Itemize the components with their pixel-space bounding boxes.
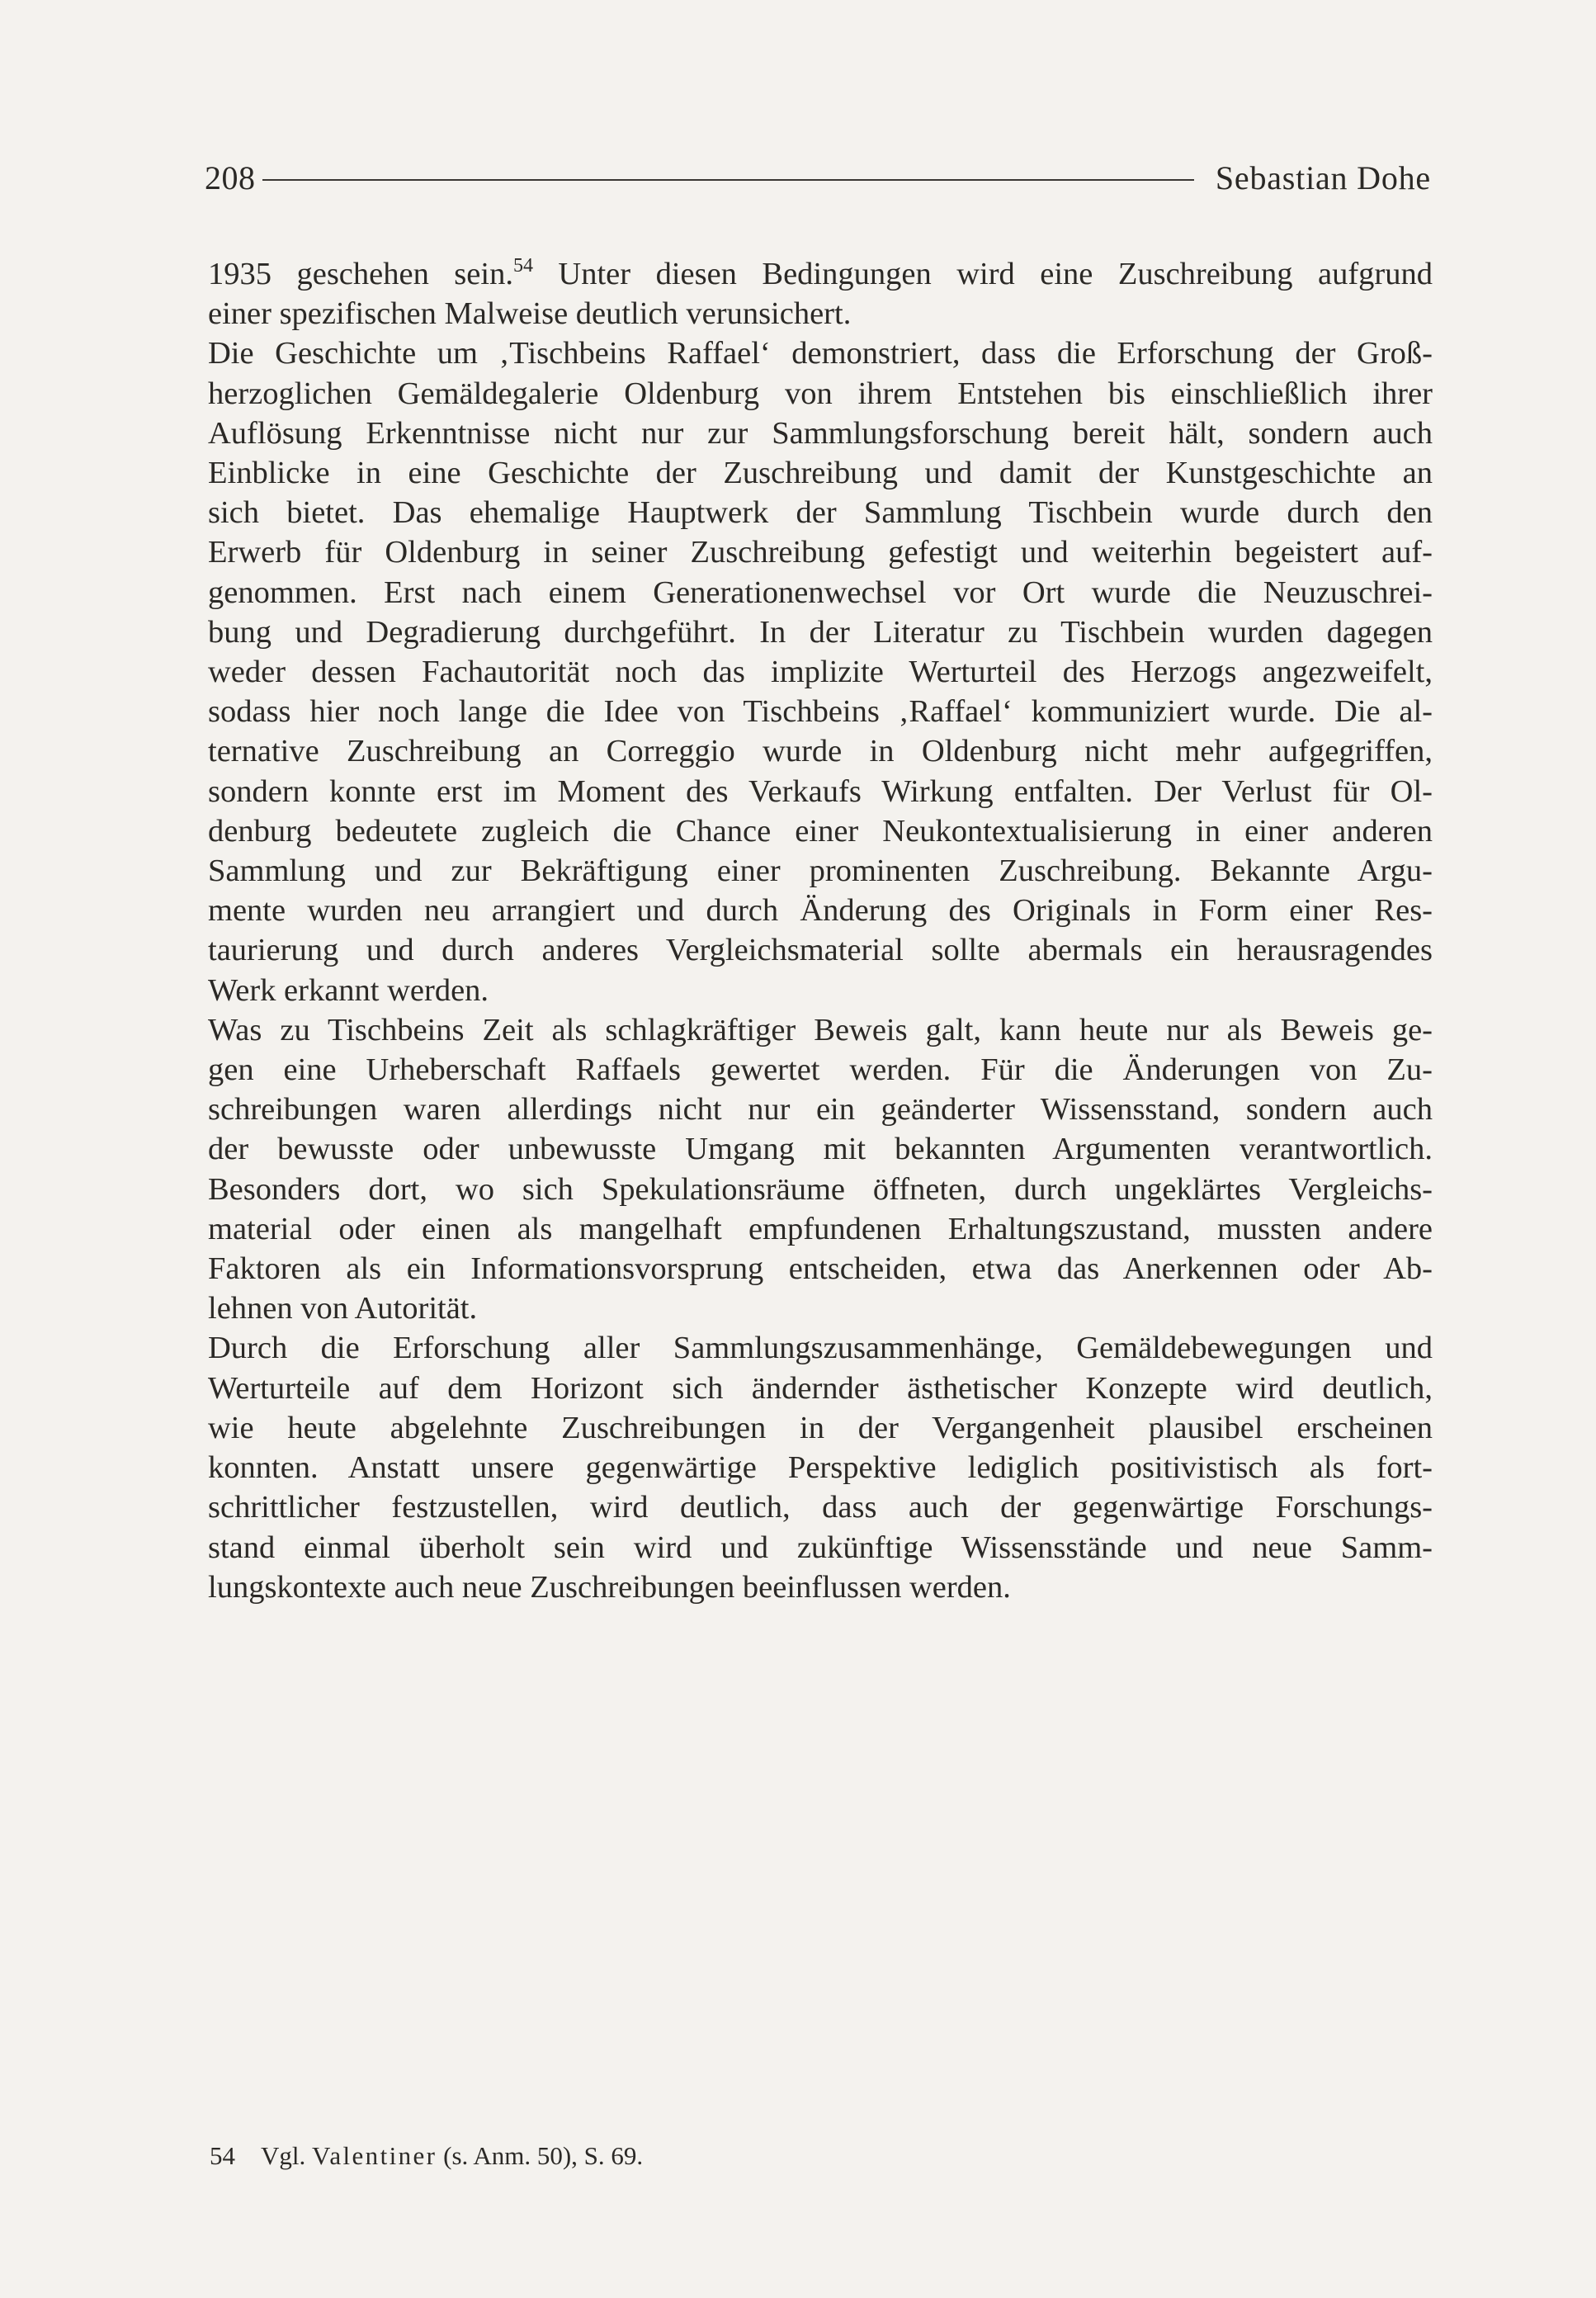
running-head xyxy=(205,154,1431,203)
text-line: Besonders dort, wo sich Spekulationsräume öffneten, durch ungeklärtes Vergleichs- xyxy=(208,1171,1433,1207)
text-line: Durch die Erforschung aller Sammlungszusammenhänge, Gemäldebewegungen und xyxy=(208,1331,1433,1366)
text-line: lungskontexte auch neue Zuschreibungen beeinflussen werden. xyxy=(208,1569,1011,1605)
text-line: einer spezifischen Malweise deutlich verunsichert. xyxy=(208,296,852,332)
text-line: mente wurden neu arrangiert und durch Änderung des Originals in Form einer Res- xyxy=(208,893,1433,929)
text-line: Werturteile auf dem Horizont sich ändernder ästhetischer Konzepte wird deutlich, xyxy=(208,1370,1433,1406)
text-line: taurierung und durch anderes Vergleichsmaterial sollte abermals ein herausragendes xyxy=(208,933,1433,968)
text-line: gen eine Urheberschaft Raffaels gewertet werden. Für die Änderungen von Zu- xyxy=(208,1052,1433,1088)
text-line: Werk erkannt werden. xyxy=(208,972,489,1008)
text-line: sondern konnte erst im Moment des Verkaufs Wirkung entfalten. Der Verlust für Ol- xyxy=(208,773,1433,809)
text-line: 1935 geschehen sein.$^{54}$ Unter diesen Bedingungen wird eine Zuschreibung aufgrund xyxy=(208,255,1433,291)
text-line: der bewusste oder unbewusste Umgang mit bekannten Argumenten verantwortlich. xyxy=(208,1132,1433,1167)
footnote-text-pre: Vgl. xyxy=(261,2141,312,2170)
text-line: sodass hier noch lange die Idee von Tischbeins ‚Raffael‘ kommuniziert wurde. Die al- xyxy=(208,694,1433,730)
text-line: Die Geschichte um ‚Tischbeins Raffael‘ demonstriert, dass die Erforschung der Groß- xyxy=(208,336,1433,371)
footnote-author: Valentiner xyxy=(312,2141,437,2170)
footnote-number: 54 xyxy=(210,2141,235,2170)
text-line: ternative Zuschreibung an Correggio wurde in Oldenburg nicht mehr aufgegriffen, xyxy=(208,734,1433,769)
footnote-text-post: (s. Anm. 50), S. 69. xyxy=(437,2141,644,2170)
text-line: bung und Degradierung durchgeführt. In der Literatur zu Tischbein wurden dagegen xyxy=(208,614,1433,650)
footnote xyxy=(210,2140,1431,2173)
body-text xyxy=(208,254,1433,1607)
text-line: wie heute abgelehnte Zuschreibungen in der Vergangenheit plausibel erscheinen xyxy=(208,1410,1433,1445)
text-line: Sammlung und zur Bekräftigung einer prominenten Zuschreibung. Bekannte Argu- xyxy=(208,853,1433,889)
text-line: Erwerb für Oldenburg in seiner Zuschreibung gefestigt und weiterhin begeistert auf- xyxy=(208,535,1433,570)
text-line: lehnen von Autorität. xyxy=(208,1291,478,1326)
text-line: material oder einen als mangelhaft empfundenen Erhaltungszustand, mussten andere xyxy=(208,1211,1433,1246)
text-line: herzoglichen Gemäldegalerie Oldenburg von ihrem Entstehen bis einschließlich ihrer xyxy=(208,376,1433,411)
header-rule xyxy=(262,179,1194,181)
text-line: stand einmal überholt sein wird und zukünftige Wissensstände und neue Samm- xyxy=(208,1530,1433,1565)
footnote-reference[interactable]: 54 xyxy=(512,255,533,277)
text-line: Was zu Tischbeins Zeit als schlagkräftiger Beweis galt, kann heute nur als Beweis ge- xyxy=(208,1012,1433,1047)
text-line: denburg bedeutete zugleich die Chance einer Neukontextualisierung in einer anderen xyxy=(208,813,1433,849)
text-line: schreibungen waren allerdings nicht nur ein geänderter Wissensstand, sondern auch xyxy=(208,1092,1433,1128)
text-line: Auflösung Erkenntnisse nicht nur zur Sammlungsforschung bereit hält, sondern auch xyxy=(208,415,1433,451)
text-line: schrittlicher festzustellen, wird deutlich, dass auch der gegenwärtige Forschungs- xyxy=(208,1490,1433,1525)
text-line: genommen. Erst nach einem Generationenwechsel vor Ort wurde die Neuzuschrei- xyxy=(208,574,1433,610)
text-line: Einblicke in eine Geschichte der Zuschreibung und damit der Kunstgeschichte an xyxy=(208,456,1433,491)
text-line: Faktoren als ein Informationsvorsprung entscheiden, etwa das Anerkennen oder Ab- xyxy=(208,1251,1433,1287)
text-line: konnten. Anstatt unsere gegenwärtige Perspektive lediglich positivistisch als fort- xyxy=(208,1450,1433,1486)
running-head-author: Sebastian Dohe xyxy=(1215,159,1431,196)
text-line: sich bietet. Das ehemalige Hauptwerk der Sammlung Tischbein wurde durch den xyxy=(208,495,1433,531)
page-number: 208 xyxy=(205,159,256,196)
text-line: weder dessen Fachautorität noch das implizite Werturteil des Herzogs angezweifelt, xyxy=(208,655,1433,690)
